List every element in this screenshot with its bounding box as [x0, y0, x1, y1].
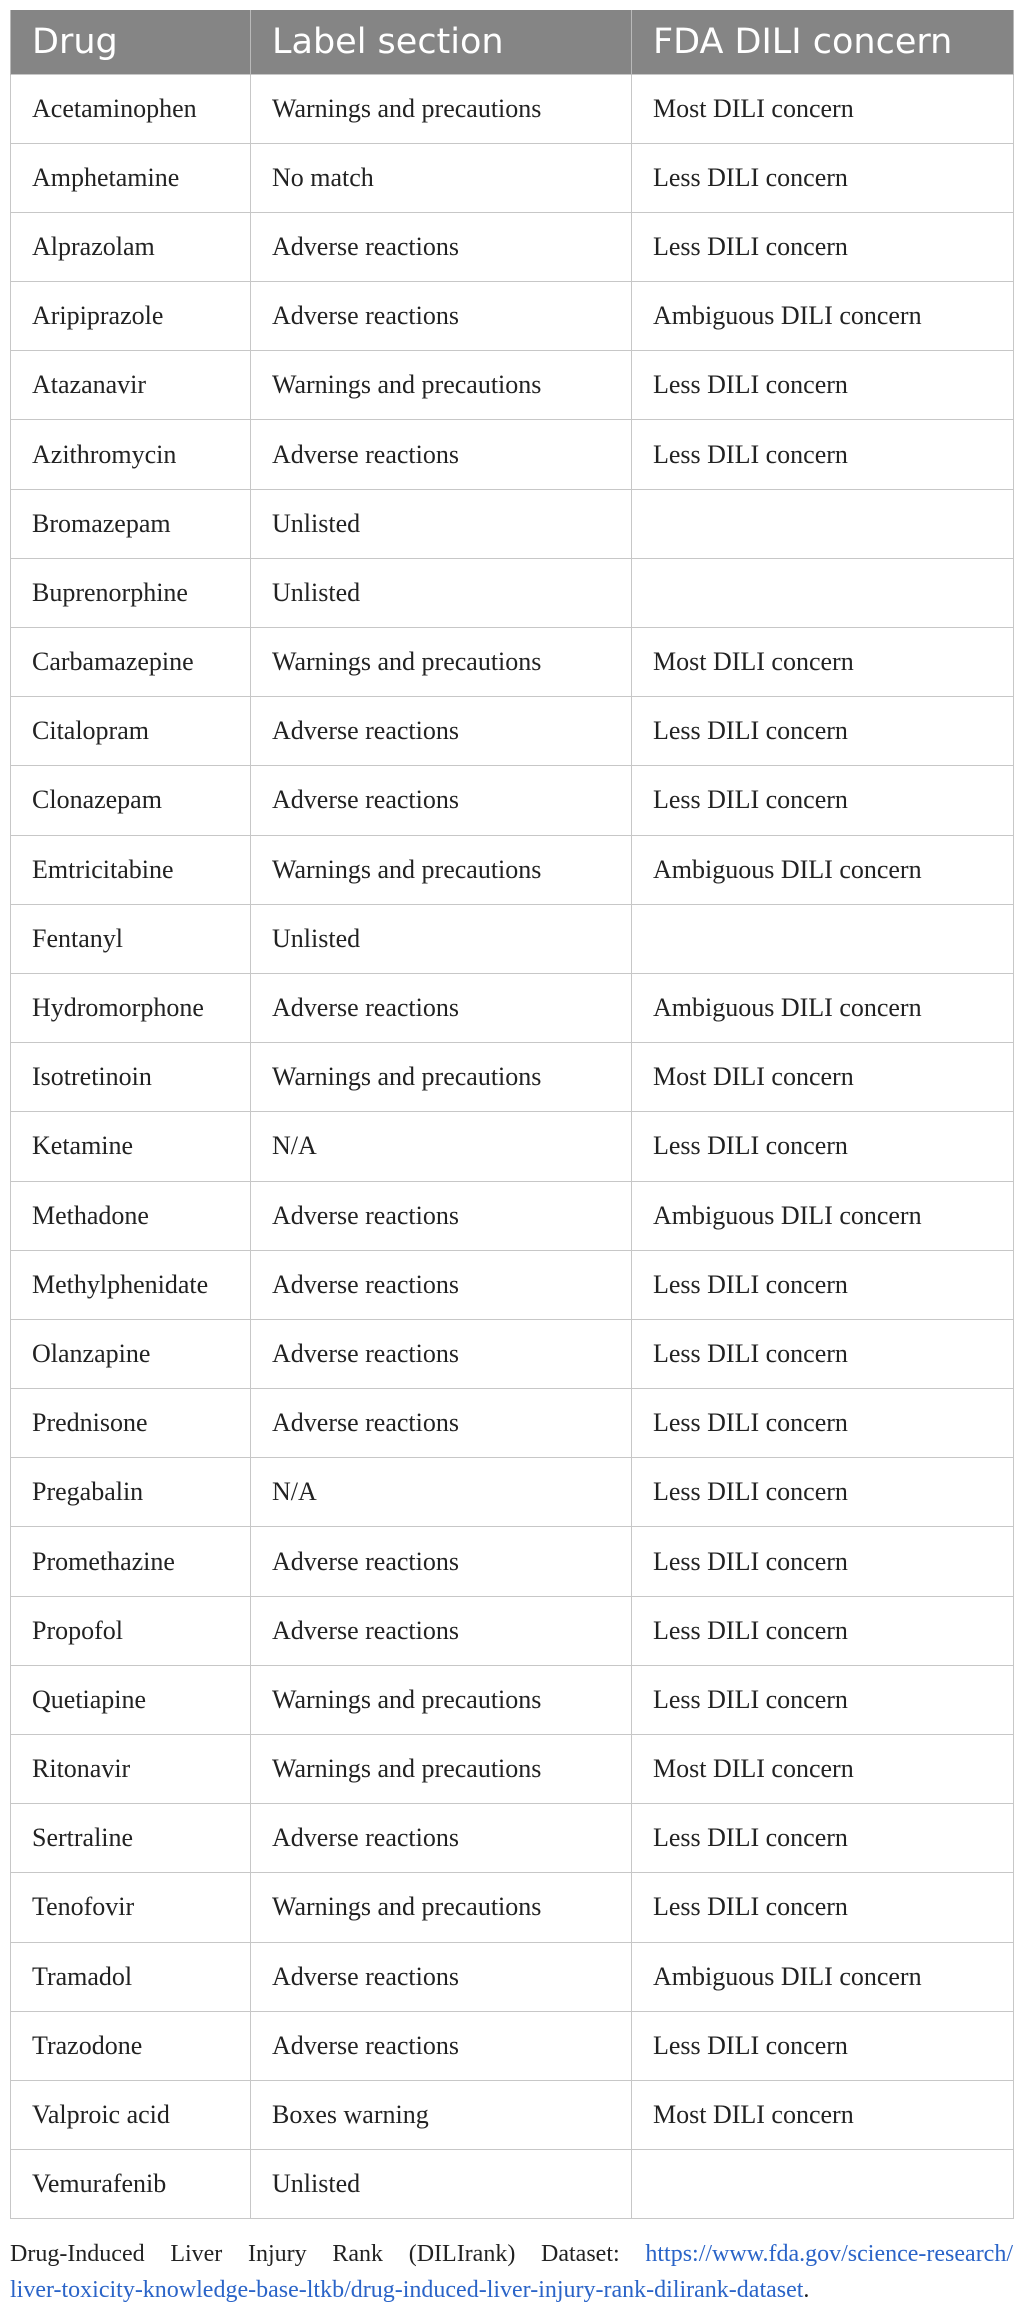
cell-dili-concern: Less DILI concern [632, 1112, 1014, 1181]
table-row [11, 973, 1014, 1042]
cell-drug: Olanzapine [11, 1319, 251, 1388]
cell-label-section: No match [251, 143, 632, 212]
cell-label-section: Warnings and precautions [251, 835, 632, 904]
table-row [11, 1873, 1014, 1942]
table-row [11, 351, 1014, 420]
cell-label-section: Adverse reactions [251, 212, 632, 281]
header-drug: Drug [11, 10, 251, 74]
table-row [11, 212, 1014, 281]
cell-dili-concern: Less DILI concern [632, 1389, 1014, 1458]
table-row [11, 1043, 1014, 1112]
cell-label-section: Adverse reactions [251, 282, 632, 351]
cell-drug: Sertraline [11, 1804, 251, 1873]
cell-dili-concern: Less DILI concern [632, 1596, 1014, 1665]
table-row [11, 74, 1014, 143]
cell-label-section: Adverse reactions [251, 697, 632, 766]
table-row [11, 558, 1014, 627]
table-row [11, 1665, 1014, 1734]
table-header [11, 10, 1014, 74]
table-row [11, 766, 1014, 835]
dili-table-container [10, 10, 1013, 2219]
cell-dili-concern: Ambiguous DILI concern [632, 282, 1014, 351]
cell-drug: Aripiprazole [11, 282, 251, 351]
cell-dili-concern: Most DILI concern [632, 74, 1014, 143]
cell-label-section: Warnings and precautions [251, 1735, 632, 1804]
cell-label-section: Adverse reactions [251, 1319, 632, 1388]
table-row [11, 1942, 1014, 2011]
cell-dili-concern: Less DILI concern [632, 420, 1014, 489]
cell-dili-concern [632, 2150, 1014, 2219]
cell-drug: Ketamine [11, 1112, 251, 1181]
cell-label-section: Adverse reactions [251, 420, 632, 489]
cell-dili-concern: Most DILI concern [632, 628, 1014, 697]
cell-drug: Acetaminophen [11, 74, 251, 143]
cell-dili-concern: Most DILI concern [632, 1043, 1014, 1112]
cell-label-section: Adverse reactions [251, 766, 632, 835]
cell-drug: Atazanavir [11, 351, 251, 420]
table-row [11, 1458, 1014, 1527]
cell-label-section: Adverse reactions [251, 1181, 632, 1250]
cell-dili-concern: Less DILI concern [632, 1665, 1014, 1734]
cell-label-section: Adverse reactions [251, 1527, 632, 1596]
table-row [11, 1250, 1014, 1319]
cell-label-section: Warnings and precautions [251, 74, 632, 143]
table-row [11, 2150, 1014, 2219]
cell-dili-concern: Less DILI concern [632, 1319, 1014, 1388]
footnote-line-1 [10, 2236, 1013, 2272]
cell-label-section: Adverse reactions [251, 2011, 632, 2080]
cell-dili-concern: Ambiguous DILI concern [632, 973, 1014, 1042]
table-row [11, 697, 1014, 766]
table-row [11, 489, 1014, 558]
cell-drug: Methadone [11, 1181, 251, 1250]
cell-dili-concern: Less DILI concern [632, 351, 1014, 420]
cell-drug: Amphetamine [11, 143, 251, 212]
cell-label-section: Adverse reactions [251, 1250, 632, 1319]
dataset-link-part-2[interactable]: liver-toxicity-knowledge-base-ltkb/drug-induced-liver-injury-rank-dilirank-dataset [10, 2277, 804, 2303]
cell-drug: Valproic acid [11, 2080, 251, 2149]
dili-table [10, 10, 1014, 2219]
cell-drug: Quetiapine [11, 1665, 251, 1734]
cell-dili-concern: Most DILI concern [632, 1735, 1014, 1804]
cell-dili-concern: Less DILI concern [632, 766, 1014, 835]
cell-dili-concern [632, 558, 1014, 627]
cell-dili-concern [632, 904, 1014, 973]
cell-drug: Isotretinoin [11, 1043, 251, 1112]
cell-label-section: Unlisted [251, 558, 632, 627]
table-row [11, 835, 1014, 904]
cell-dili-concern: Less DILI concern [632, 1873, 1014, 1942]
cell-label-section: Warnings and precautions [251, 1665, 632, 1734]
cell-drug: Methylphenidate [11, 1250, 251, 1319]
cell-label-section: Unlisted [251, 2150, 632, 2219]
cell-dili-concern: Less DILI concern [632, 212, 1014, 281]
cell-drug: Trazodone [11, 2011, 251, 2080]
table-row [11, 1804, 1014, 1873]
cell-label-section: Adverse reactions [251, 973, 632, 1042]
cell-dili-concern: Ambiguous DILI concern [632, 1942, 1014, 2011]
cell-dili-concern: Most DILI concern [632, 2080, 1014, 2149]
cell-dili-concern: Less DILI concern [632, 1527, 1014, 1596]
cell-label-section: Adverse reactions [251, 1804, 632, 1873]
table-row [11, 1527, 1014, 1596]
cell-drug: Buprenorphine [11, 558, 251, 627]
cell-label-section: Warnings and precautions [251, 351, 632, 420]
cell-label-section: Adverse reactions [251, 1942, 632, 2011]
cell-dili-concern: Less DILI concern [632, 2011, 1014, 2080]
cell-drug: Clonazepam [11, 766, 251, 835]
table-row [11, 2011, 1014, 2080]
table-row [11, 143, 1014, 212]
cell-dili-concern: Less DILI concern [632, 1458, 1014, 1527]
cell-drug: Hydromorphone [11, 973, 251, 1042]
cell-dili-concern: Less DILI concern [632, 143, 1014, 212]
table-row [11, 628, 1014, 697]
table-row [11, 1735, 1014, 1804]
cell-label-section: Warnings and precautions [251, 628, 632, 697]
header-label-section: Label section [251, 10, 632, 74]
cell-label-section: Warnings and precautions [251, 1043, 632, 1112]
cell-drug: Alprazolam [11, 212, 251, 281]
table-row [11, 420, 1014, 489]
header-row [11, 10, 1014, 74]
cell-drug: Vemurafenib [11, 2150, 251, 2219]
table-body [11, 74, 1014, 2219]
footnote-end-punct: . [803, 2277, 810, 2303]
cell-dili-concern [632, 489, 1014, 558]
cell-label-section: Warnings and precautions [251, 1873, 632, 1942]
table-footnote [10, 2236, 1013, 2308]
cell-label-section: Unlisted [251, 489, 632, 558]
footnote-line-2 [10, 2272, 1013, 2308]
cell-label-section: Unlisted [251, 904, 632, 973]
cell-drug: Emtricitabine [11, 835, 251, 904]
dataset-link-part-1[interactable]: https://www.fda.gov/science-research/ [645, 2241, 1013, 2267]
cell-drug: Fentanyl [11, 904, 251, 973]
cell-dili-concern: Less DILI concern [632, 697, 1014, 766]
cell-drug: Tenofovir [11, 1873, 251, 1942]
cell-drug: Carbamazepine [11, 628, 251, 697]
cell-drug: Citalopram [11, 697, 251, 766]
cell-label-section: Boxes warning [251, 2080, 632, 2149]
cell-dili-concern: Less DILI concern [632, 1250, 1014, 1319]
table-row [11, 1596, 1014, 1665]
cell-drug: Ritonavir [11, 1735, 251, 1804]
header-fda-dili-concern: FDA DILI concern [632, 10, 1014, 74]
cell-label-section: N/A [251, 1112, 632, 1181]
table-row [11, 1389, 1014, 1458]
cell-drug: Tramadol [11, 1942, 251, 2011]
table-row [11, 2080, 1014, 2149]
footnote-text: Drug-Induced Liver Injury Rank (DILIrank) Dataset: [10, 2241, 620, 2267]
cell-drug: Bromazepam [11, 489, 251, 558]
cell-drug: Azithromycin [11, 420, 251, 489]
cell-drug: Prednisone [11, 1389, 251, 1458]
cell-dili-concern: Ambiguous DILI concern [632, 835, 1014, 904]
cell-dili-concern: Less DILI concern [632, 1804, 1014, 1873]
table-row [11, 282, 1014, 351]
table-row [11, 1319, 1014, 1388]
table-row [11, 1181, 1014, 1250]
cell-drug: Pregabalin [11, 1458, 251, 1527]
table-row [11, 904, 1014, 973]
cell-label-section: N/A [251, 1458, 632, 1527]
cell-dili-concern: Ambiguous DILI concern [632, 1181, 1014, 1250]
cell-drug: Promethazine [11, 1527, 251, 1596]
cell-drug: Propofol [11, 1596, 251, 1665]
table-row [11, 1112, 1014, 1181]
cell-label-section: Adverse reactions [251, 1596, 632, 1665]
cell-label-section: Adverse reactions [251, 1389, 632, 1458]
